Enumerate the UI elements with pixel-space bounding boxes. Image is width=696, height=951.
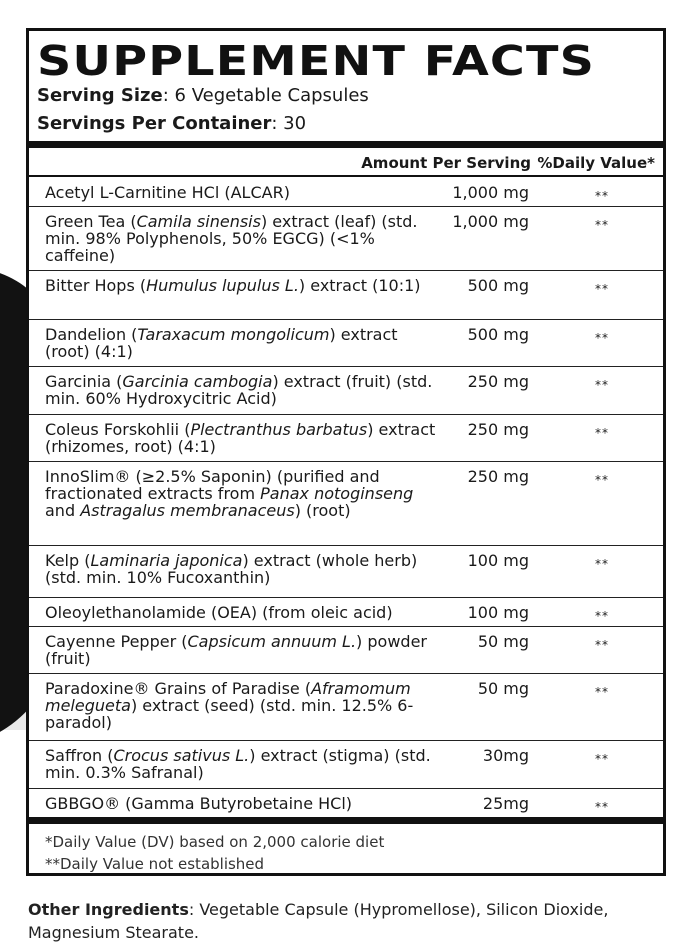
footnote-daily-value: *Daily Value (DV) based on 2,000 calorie diet xyxy=(45,833,385,851)
ingredient-daily-value: ** xyxy=(595,378,609,392)
ingredient-amount: 250 mg xyxy=(467,467,529,486)
panel-title: SUPPLEMENT FACTS xyxy=(37,37,596,85)
ingredient-name: Bitter Hops (Humulus lupulus L.) extract (10:1) xyxy=(45,276,421,295)
ingredient-name: GBBGO® (Gamma Butyrobetaine HCl) xyxy=(45,794,353,813)
column-header xyxy=(29,151,663,175)
ingredient-daily-value: ** xyxy=(595,638,609,652)
ingredient-daily-value: ** xyxy=(595,609,609,623)
other-ingredients-label: Other Ingredients xyxy=(28,900,189,919)
ingredient-daily-value: ** xyxy=(595,685,609,699)
ingredient-name: Paradoxine® Grains of Paradise (Aframomum melegueta) extract (seed) (std. min. 12.5% 6-paradol) xyxy=(45,679,414,732)
ingredient-row xyxy=(29,415,663,462)
ingredient-daily-value: ** xyxy=(595,426,609,440)
ingredient-daily-value: ** xyxy=(595,331,609,345)
other-ingredients xyxy=(28,898,648,944)
ingredient-daily-value: ** xyxy=(595,752,609,766)
ingredient-name: Saffron (Crocus sativus L.) extract (stigma) (std. min. 0.3% Safranal) xyxy=(45,746,431,782)
ingredient-amount: 100 mg xyxy=(467,603,529,622)
ingredient-name: Garcinia (Garcinia cambogia) extract (fruit) (std. min. 60% Hydroxycitric Acid) xyxy=(45,372,433,408)
serving-size xyxy=(37,85,369,107)
divider-thick-bottom xyxy=(29,817,663,824)
ingredient-name: Kelp (Laminaria japonica) extract (whole herb) (std. min. 10% Fucoxanthin) xyxy=(45,551,418,587)
ingredient-amount: 500 mg xyxy=(467,276,529,295)
ingredient-row xyxy=(29,546,663,598)
ingredient-name: Coleus Forskohlii (Plectranthus barbatus) extract (rhizomes, root) (4:1) xyxy=(45,420,436,456)
ingredient-row xyxy=(29,627,663,674)
daily-value-header: %Daily Value* xyxy=(537,154,655,172)
ingredient-amount: 30mg xyxy=(482,746,529,765)
amount-header: Amount Per Serving xyxy=(361,154,531,172)
divider-header xyxy=(29,175,663,177)
ingredient-row xyxy=(29,178,663,207)
ingredient-amount: 25mg xyxy=(482,794,529,813)
ingredient-amount: 100 mg xyxy=(467,551,529,570)
serving-size-value: : 6 Vegetable Capsules xyxy=(162,85,369,106)
ingredient-daily-value: ** xyxy=(595,282,609,296)
ingredient-table xyxy=(29,178,663,820)
ingredient-row xyxy=(29,789,663,820)
ingredient-name: Cayenne Pepper (Capsicum annuum L.) powder (fruit) xyxy=(45,632,427,668)
ingredient-row xyxy=(29,207,663,271)
supplement-facts-panel xyxy=(26,28,666,876)
ingredient-daily-value: ** xyxy=(595,218,609,232)
divider-thick xyxy=(29,141,663,148)
ingredient-name: Oleoylethanolamide (OEA) (from oleic acid) xyxy=(45,603,393,622)
ingredient-name: InnoSlim® (≥2.5% Saponin) (purified and fractionated extracts from Panax notoginseng and Astragalus membranaceus) (root) xyxy=(45,467,414,520)
ingredient-name: Green Tea (Camila sinensis) extract (leaf) (std. min. 98% Polyphenols, 50% EGCG) (<1% caffeine) xyxy=(45,212,418,265)
ingredient-row xyxy=(29,271,663,320)
other-ingredients-text: : Vegetable Capsule (Hypromellose), Silicon Dioxide, Magnesium Stearate. xyxy=(28,900,609,942)
ingredient-daily-value: ** xyxy=(595,800,609,814)
ingredient-amount: 250 mg xyxy=(467,372,529,391)
serving-size-label: Serving Size xyxy=(37,85,163,106)
ingredient-amount: 500 mg xyxy=(467,325,529,344)
ingredient-row xyxy=(29,674,663,741)
ingredient-row xyxy=(29,462,663,546)
ingredient-amount: 50 mg xyxy=(477,632,529,651)
footnote-not-established: **Daily Value not established xyxy=(45,855,265,873)
ingredient-row xyxy=(29,741,663,789)
ingredient-row xyxy=(29,598,663,627)
ingredient-daily-value: ** xyxy=(595,473,609,487)
ingredient-daily-value: ** xyxy=(595,557,609,571)
ingredient-row xyxy=(29,320,663,367)
ingredient-amount: 250 mg xyxy=(467,420,529,439)
ingredient-name: Acetyl L-Carnitine HCl (ALCAR) xyxy=(45,183,290,202)
ingredient-amount: 50 mg xyxy=(477,679,529,698)
ingredient-daily-value: ** xyxy=(595,189,609,203)
servings-per-container xyxy=(37,113,306,135)
servings-value: : 30 xyxy=(271,113,307,134)
ingredient-amount: 1,000 mg xyxy=(452,183,529,202)
ingredient-amount: 1,000 mg xyxy=(452,212,529,231)
ingredient-row xyxy=(29,367,663,415)
servings-label: Servings Per Container xyxy=(37,113,272,134)
ingredient-name: Dandelion (Taraxacum mongolicum) extract (root) (4:1) xyxy=(45,325,398,361)
